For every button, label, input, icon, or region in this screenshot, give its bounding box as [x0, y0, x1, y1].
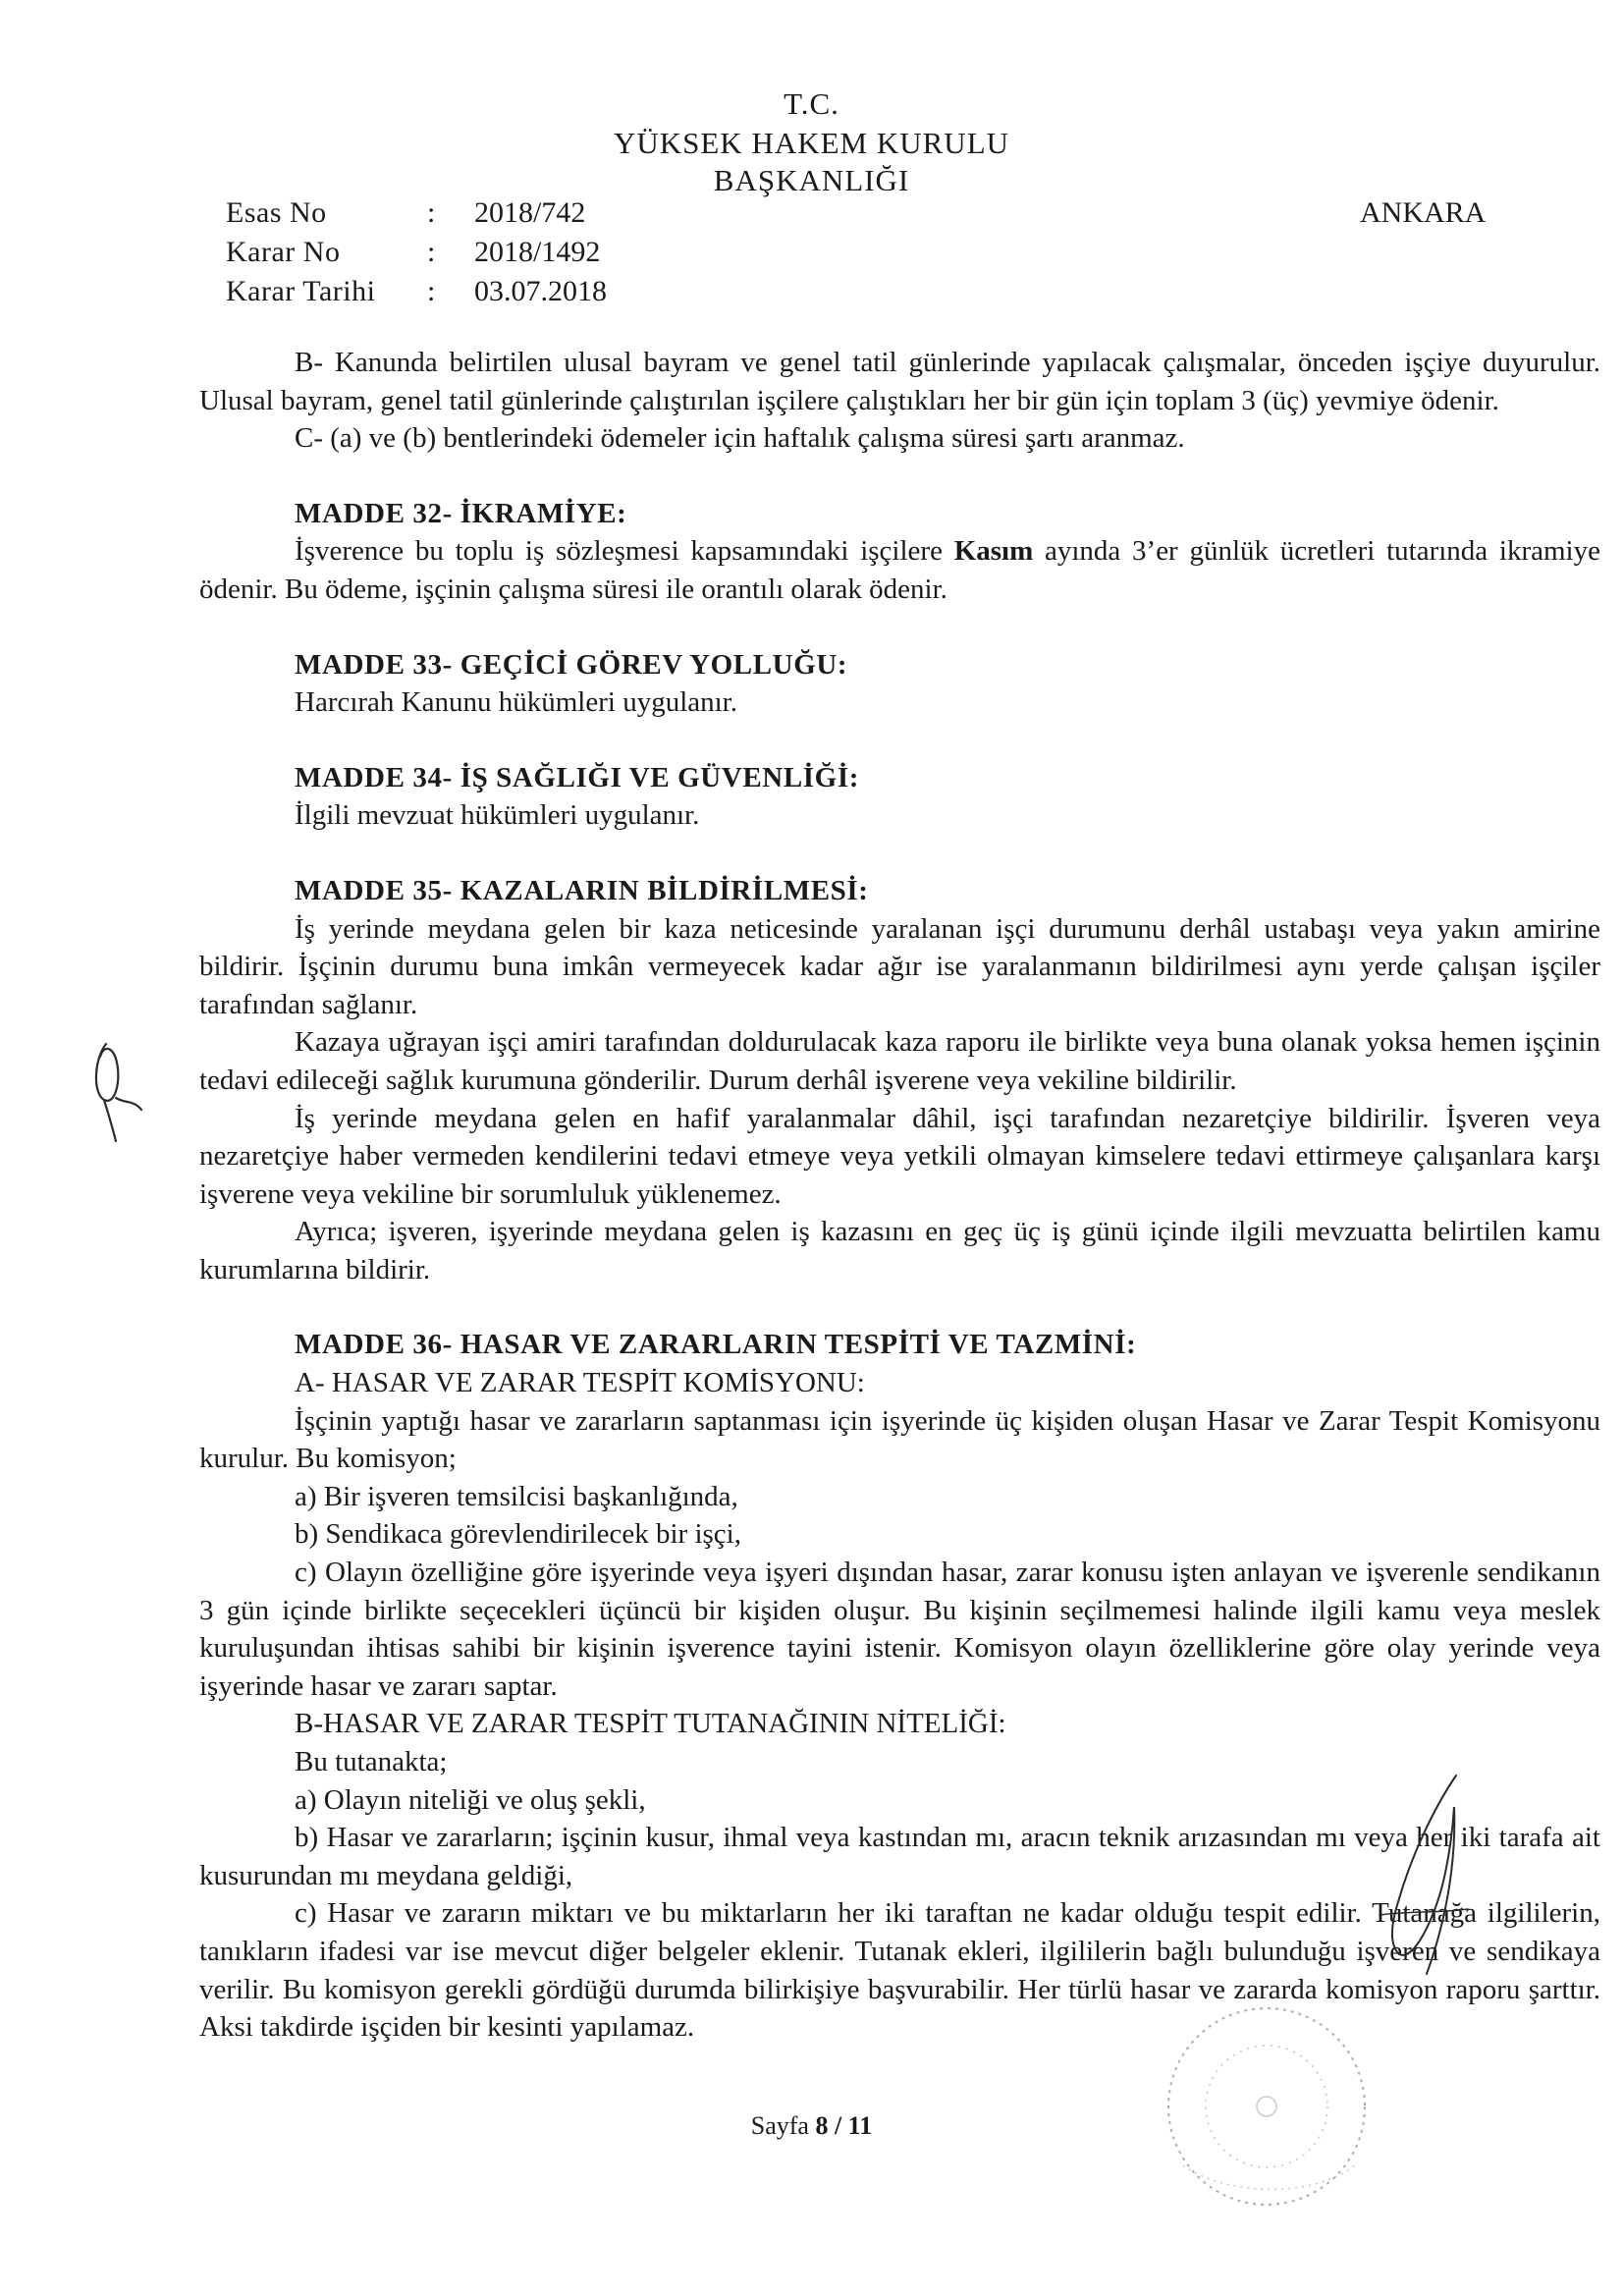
official-stamp [1114, 1998, 1419, 2234]
header-presidency: BAŞKANLIĞI [713, 163, 910, 197]
article-36-b-lead: Bu tutanakta; [295, 1746, 448, 1777]
article-36-a-item-b: b) Sendikaca görevlendirilecek bir işçi, [295, 1518, 741, 1551]
handwritten-initial [86, 1039, 155, 1147]
meta-esas-value: 2018/742 [474, 196, 586, 229]
meta-separator: : [427, 275, 436, 307]
page-number-value: 8 / 11 [815, 2111, 873, 2140]
page-number-prefix: Sayfa [750, 2111, 816, 2140]
article-36-title: MADDE 36- HASAR VE ZARARLARIN TESPİTİ VE TAZMİNİ: [295, 1329, 1137, 1361]
meta-tarih-row [226, 275, 607, 308]
article-33-text: Harcırah Kanunu hükümleri uygulanır. [295, 686, 737, 719]
article-32-title: MADDE 32- İKRAMİYE: [295, 497, 627, 529]
meta-karar-value: 2018/1492 [474, 236, 601, 268]
article-35-title: MADDE 35- KAZALARIN BİLDİRİLMESİ: [295, 874, 869, 906]
meta-tarih-label: Karar Tarihi [226, 275, 376, 307]
article-36-b-item-a: a) Olayın niteliği ve oluş şekli, [295, 1783, 646, 1816]
meta-separator: : [427, 236, 436, 268]
city: ANKARA [1360, 196, 1487, 229]
article-36-b-title: B-HASAR VE ZARAR TESPİT TUTANAĞININ NİTELİĞİ: [295, 1708, 1006, 1740]
meta-separator: : [427, 196, 436, 229]
article-35-paragraph-4: Ayrıca; işveren, işyerinde meydana gelen iş kazasını en geç üç iş günü içinde ilgili mevzuatta belirtilen kamu kurumlarına bildirir. [199, 1216, 1600, 1285]
article-35-paragraph-1: İş yerinde meydana gelen bir kaza neticesinde yaralanan işçi durumunu derhâl ustabaşı veya yakın amirine bildirir. İşçinin durumu buna imkân vermeyecek kadar ağır ise yaralanmanın bildirilmesi aynı yerde çalışan işçiler tarafından sağlanır. [199, 912, 1600, 1020]
article-33-title: MADDE 33- GEÇİCİ GÖREV YOLLUĞU: [295, 648, 848, 681]
paragraph-c: C- (a) ve (b) bentlerindeki ödemeler için haftalık çalışma süresi şartı aranmaz. [295, 422, 1185, 455]
article-32-text-bold: Kasım [953, 535, 1034, 568]
article-32-text-b: ayında 3’er günlük ücretleri tutarında ikramiye ödenir. Bu ödeme, işçinin çalışma süresi ile orantılı olarak ödenir. [199, 535, 1600, 605]
paragraph-b: B- Kanunda belirtilen ulusal bayram ve genel tatil günlerinde yapılacak çalışmalar, önceden işçiye duyurulur. Ulusal bayram, genel tatil günlerinde çalıştırılan işçilere çalıştıkları her bir gün için toplam 3 (üç) yevmiye ödenir. [199, 347, 1600, 416]
header-tc: T.C. [784, 86, 839, 121]
header-institution: YÜKSEK HAKEM KURULU [613, 126, 1010, 160]
article-36-b-item-b: b) Hasar ve zararların; işçinin kusur, ihmal veya kastından mı, aracın teknik arızasından mı veya her iki tarafa ait kusurundan mı meydana geldiği, [199, 1822, 1600, 1891]
article-32-text [199, 532, 1600, 608]
meta-esas-label: Esas No [226, 196, 327, 229]
article-35-paragraph-2: Kazaya uğrayan işçi amiri tarafından doldurulacak kaza raporu ile birlikte veya buna olanak yoksa hemen işçinin tedavi edileceği sağlık kurumuna gönderilir. Durum derhâl işverene veya vekiline bildirilir. [199, 1026, 1600, 1096]
meta-tarih-value: 03.07.2018 [474, 275, 607, 307]
article-34-text: İlgili mevzuat hükümleri uygulanır. [295, 799, 700, 832]
signature [1340, 1768, 1488, 1994]
meta-esas-row [226, 196, 585, 230]
meta-karar-row [226, 236, 600, 269]
article-32-text-a: İşverence bu toplu iş sözleşmesi kapsamındaki işçilere [295, 535, 954, 568]
article-35-paragraph-3: İş yerinde meydana gelen en hafif yaralanmalar dâhil, işçi tarafından nezaretçiye bildirilir. İşveren veya nezaretçiye haber vermeden kendilerini tedavi etmeye veya yetkili olmayan kimselere tedavi ettirmeye çalışanlara karşı işverene veya vekiline bir sorumluluk yüklenemez. [199, 1102, 1600, 1210]
article-36-a-paragraph: İşçinin yaptığı hasar ve zararların saptanması için işyerinde üç kişiden oluşan Hasar ve Zarar Tespit Komisyonu kurulur. Bu komisyon; [199, 1404, 1600, 1475]
article-36-a-item-c: c) Olayın özelliğine göre işyerinde veya işyeri dışından hasar, zarar konusu işten anlayan ve işverenle sendikanın 3 gün içinde birlikte seçecekleri üçüncü bir kişiden oluşur. Bu kişinin seçilmemesi halinde ilgili kamu veya meslek kuruluşundan ihtisas sahibi bir kişinin işverence tayini istenir. Komisyon olayın özelliklerine göre olay yerinde veya işyerinde hasar ve zararı saptar. [199, 1557, 1600, 1702]
article-36-a-title: A- HASAR VE ZARAR TESPİT KOMİSYONU: [295, 1367, 865, 1399]
article-36-a-item-a: a) Bir işveren temsilcisi başkanlığında, [295, 1480, 738, 1512]
meta-karar-label: Karar No [226, 236, 341, 268]
article-36-b-item-c: c) Hasar ve zararın miktarı ve bu miktarların her iki taraftan ne kadar olduğu tespit edilir. Tutanağa ilgililerin, tanıkların ifadesi var ise mevcut diğer belgeler eklenir. Tutanak ekleri, ilgililerin bağlı bulunduğu işveren ve sendikaya verilir. Bu komisyon gerekli gördüğü durumda bilirkişiye başvurabilir. Her türlü hasar ve zararda komisyon raporu şarttır. Aksi takdirde işçiden bir kesinti yapılamaz. [199, 1897, 1600, 2044]
article-34-title: MADDE 34- İŞ SAĞLIĞI VE GÜVENLİĞİ: [295, 761, 859, 793]
